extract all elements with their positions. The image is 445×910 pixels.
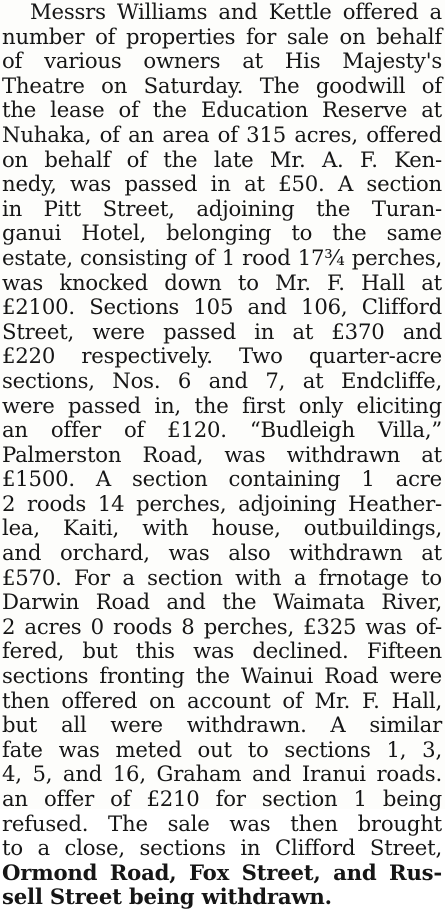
article-line: estate, consisting of 1 rood 17¾ perches, (2, 244, 442, 270)
article-line: were passed in, the first only eliciting (2, 392, 442, 418)
article-line: £1500. A section containing 1 acre (2, 466, 442, 492)
article-line: Nuhaka, of an area of 315 acres, offered (2, 121, 442, 147)
article-line: £570. For a section with a frnotage to (2, 564, 442, 590)
article-line: nedy, was passed in at £50. A section (2, 171, 442, 197)
article-line: fered, but this was declined. Fifteen (2, 638, 442, 664)
article-line: lea, Kaiti, with house, outbuildings, (2, 515, 442, 541)
article-line: refused. The sale was then brought (2, 810, 442, 836)
article-line: £220 respectively. Two quarter-acre (2, 343, 442, 369)
article-line: then offered on account of Mr. F. Hall, (2, 687, 442, 713)
article-line: Palmerston Road, was withdrawn at (2, 441, 442, 467)
article-line: an offer of £210 for section 1 being (2, 786, 442, 811)
article-line: sell Street being withdrawn. (2, 884, 332, 910)
article-line: to a close, sections in Clifford Street, (2, 835, 442, 861)
article-line: £2100. Sections 105 and 106, Clifford (2, 294, 442, 320)
article-text (2, 0, 442, 910)
article-line: 2 acres 0 roods 8 perches, £325 was of- (2, 613, 442, 639)
article-line: in Pitt Street, adjoining the Turan- (2, 195, 442, 221)
article-line: on behalf of the late Mr. A. F. Ken- (2, 146, 442, 172)
article-line: 2 roods 14 perches, adjoining Heather- (2, 490, 442, 516)
article-line: Street, were passed in at £370 and (2, 318, 442, 344)
article-line: ganui Hotel, belonging to the same (2, 220, 442, 246)
article-line: 4, 5, and 16, Graham and Iranui roads. (2, 761, 442, 787)
article-line: sections fronting the Wainui Road were (2, 663, 442, 689)
article-line: sections, Nos. 6 and 7, at Endcliffe, (2, 367, 442, 393)
article-line: an offer of £120. “Budleigh Villa,” (2, 417, 442, 443)
article-line: Darwin Road and the Waimata River, (2, 589, 442, 615)
article-line: Ormond Road, Fox Street, and Rus- (2, 859, 442, 885)
article-line: and orchard, was also withdrawn at (2, 540, 442, 566)
article-line: Messrs Williams and Kettle offered a (30, 0, 442, 24)
article-line: the lease of the Education Reserve at (2, 97, 442, 123)
article-line: fate was meted out to sections 1, 3, (2, 736, 442, 762)
article-line: Theatre on Saturday. The goodwill of (2, 72, 442, 98)
article-line: but all were withdrawn. A similar (2, 712, 442, 738)
article-line: was knocked down to Mr. F. Hall at (2, 269, 442, 295)
article-line: of various owners at His Majesty's (2, 48, 442, 74)
article-line: number of properties for sale on behalf (2, 23, 442, 49)
